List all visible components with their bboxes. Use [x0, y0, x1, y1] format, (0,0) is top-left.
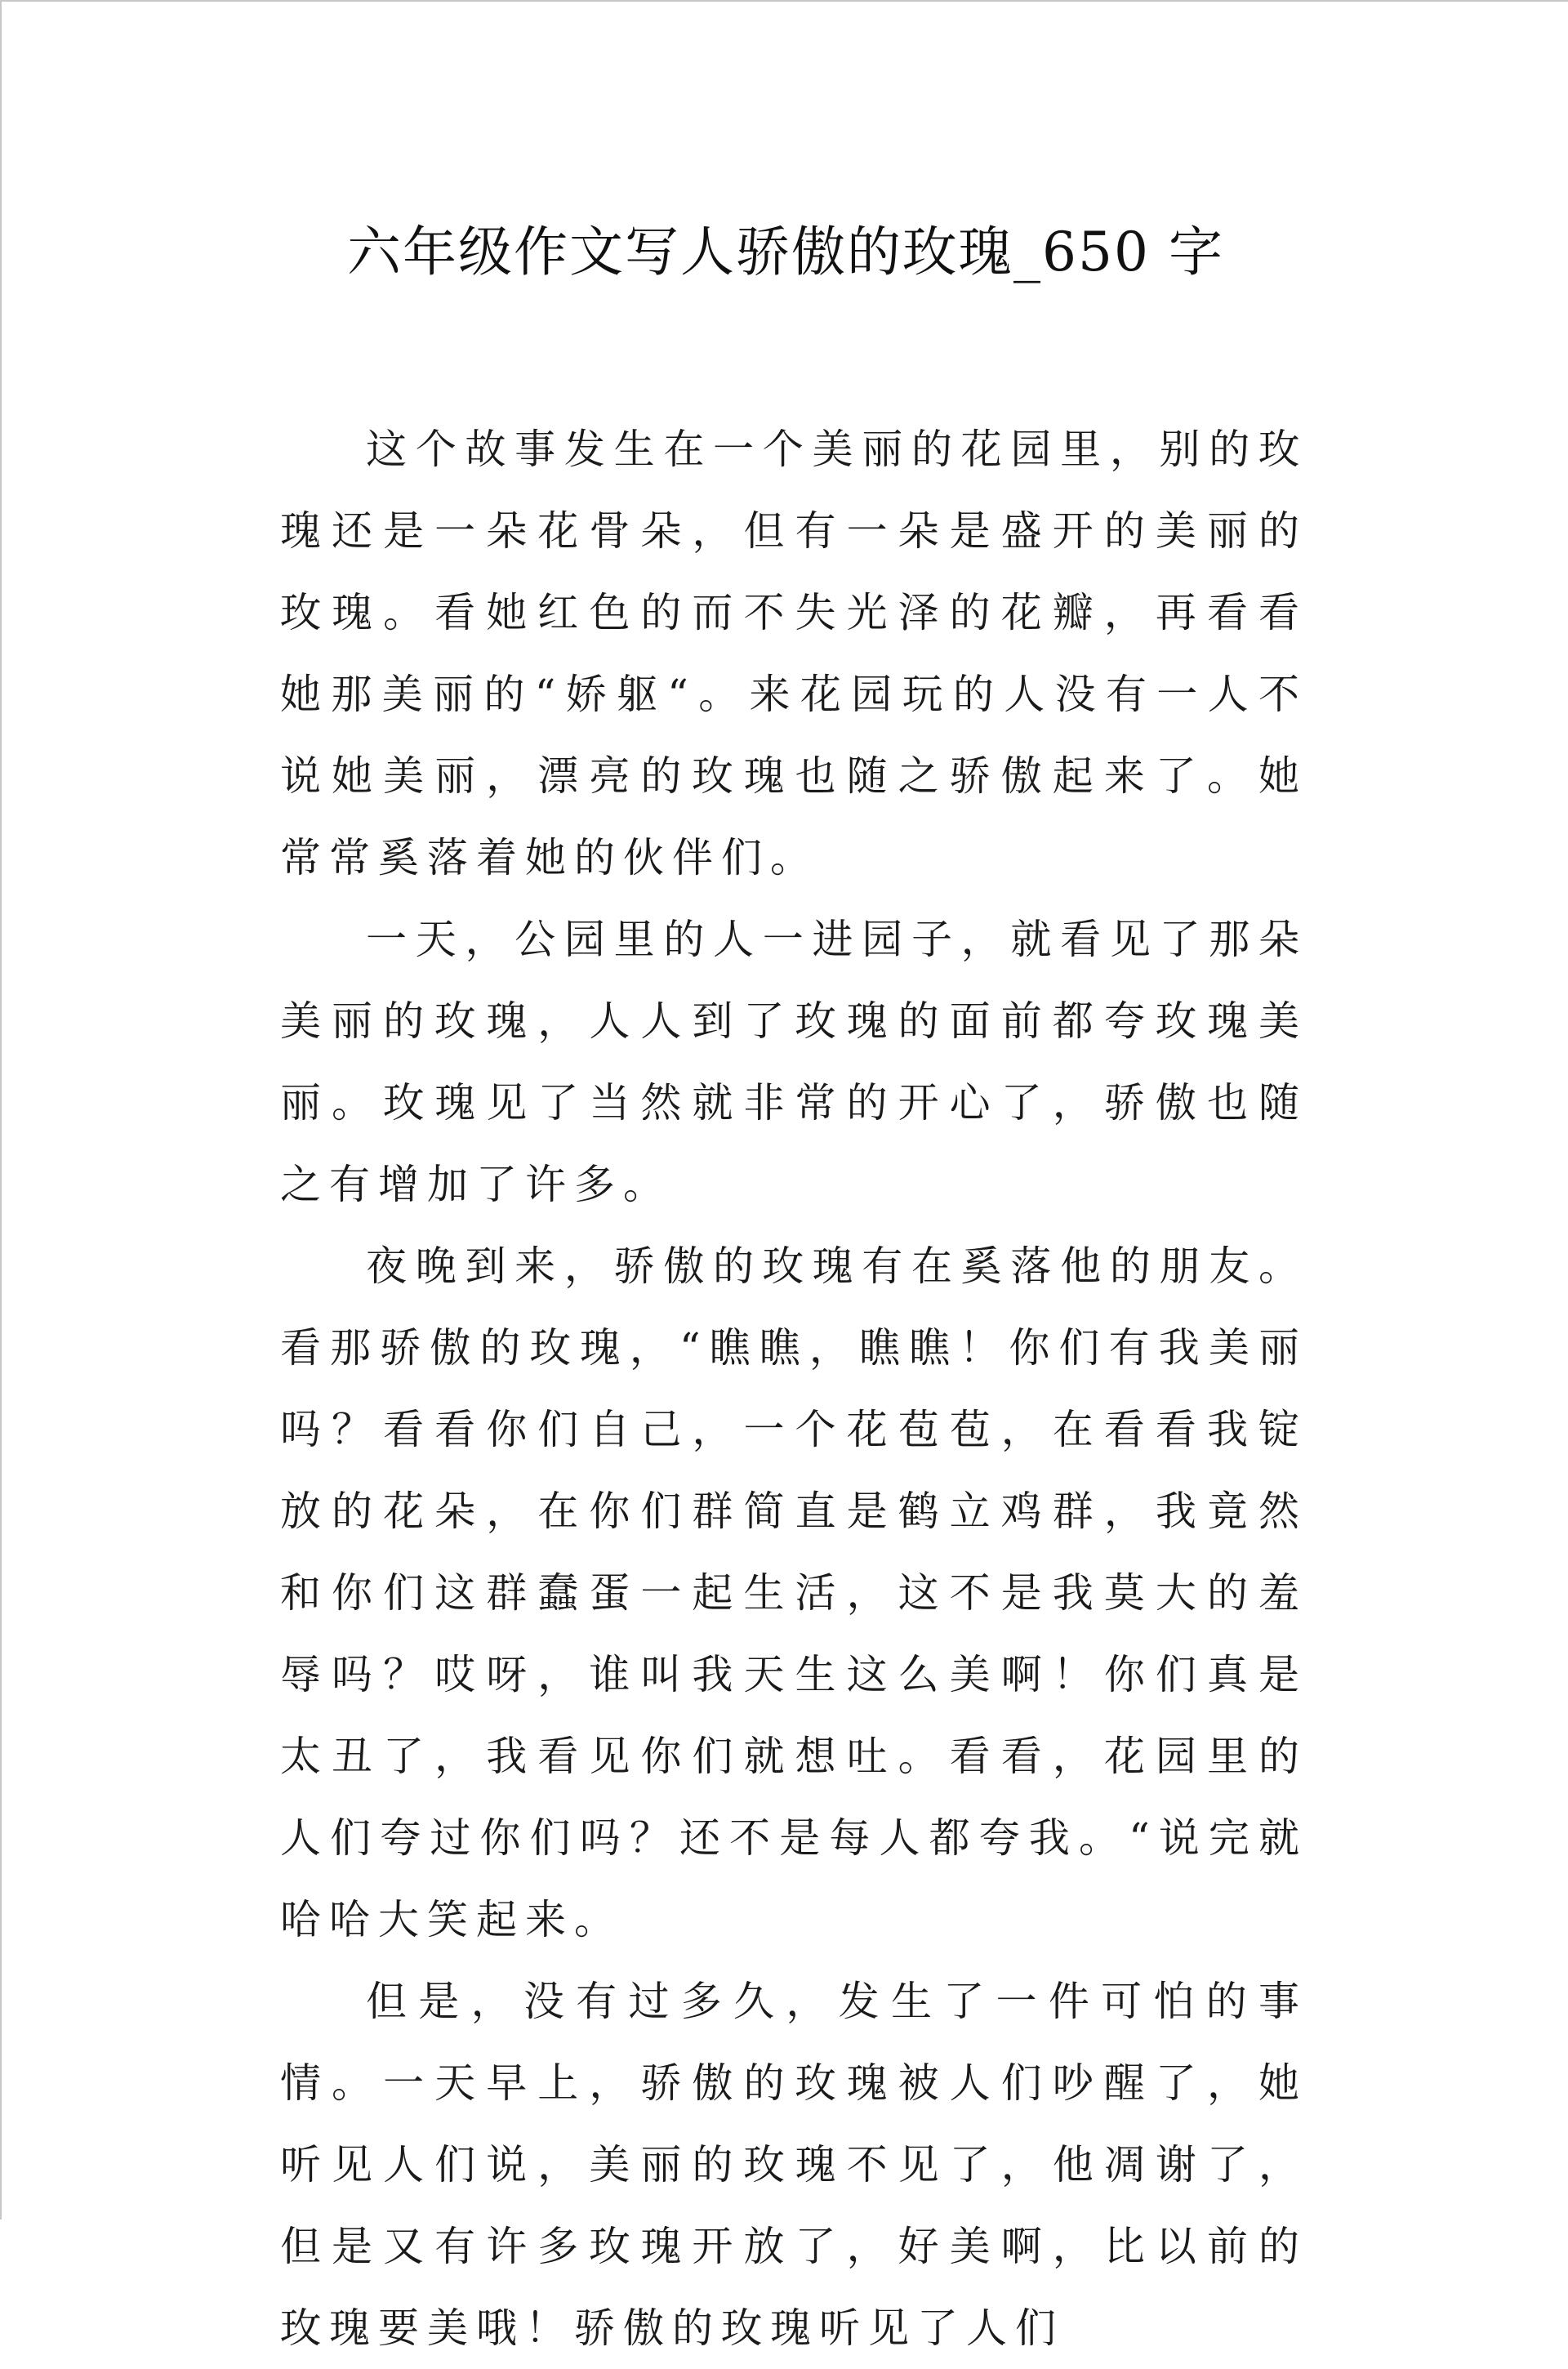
- document-body: [280, 408, 1307, 2369]
- document-title: 六年级作文写人骄傲的玫瑰_650 字: [347, 221, 1224, 283]
- paragraph-3: 夜晚到来，骄傲的玫瑰有在奚落他的朋友。看那骄傲的玫瑰，“瞧瞧，瞧瞧！你们有我美丽吗？看看你们自己，一个花苞苞，在看看我锭放的花朵，在你们群简直是鹤立鸡群，我竟然和你们这群蠢蛋一起生活，这不是我莫大的羞辱吗？哎呀，谁叫我天生这么美啊！你们真是太丑了，我看见你们就想吐。看看，花园里的人们夸过你们吗？还不是每人都夸我。“说完就哈哈大笑起来。: [280, 1242, 1307, 1943]
- paragraph-2: 一天，公园里的人一进园子，就看见了那朵美丽的玫瑰，人人到了玫瑰的面前都夸玫瑰美丽。玫瑰见了当然就非常的开心了，骄傲也随之有增加了许多。: [280, 916, 1307, 1208]
- paragraph-4: 但是，没有过多久，发生了一件可怕的事情。一天早上，骄傲的玫瑰被人们吵醒了，她听见人们说，美丽的玫瑰不见了，他凋谢了，但是又有许多玫瑰开放了，好美啊，比以前的玫瑰要美哦！骄傲的玫瑰听见了人们: [280, 1978, 1307, 2352]
- paragraph-1: 这个故事发生在一个美丽的花园里，别的玫瑰还是一朵花骨朵，但有一朵是盛开的美丽的玫瑰。看她红色的而不失光泽的花瓣，再看看她那美丽的“娇躯“。来花园玩的人没有一人不说她美丽，漂亮的玫瑰也随之骄傲起来了。她常常奚落着她的伙伴们。: [280, 426, 1307, 881]
